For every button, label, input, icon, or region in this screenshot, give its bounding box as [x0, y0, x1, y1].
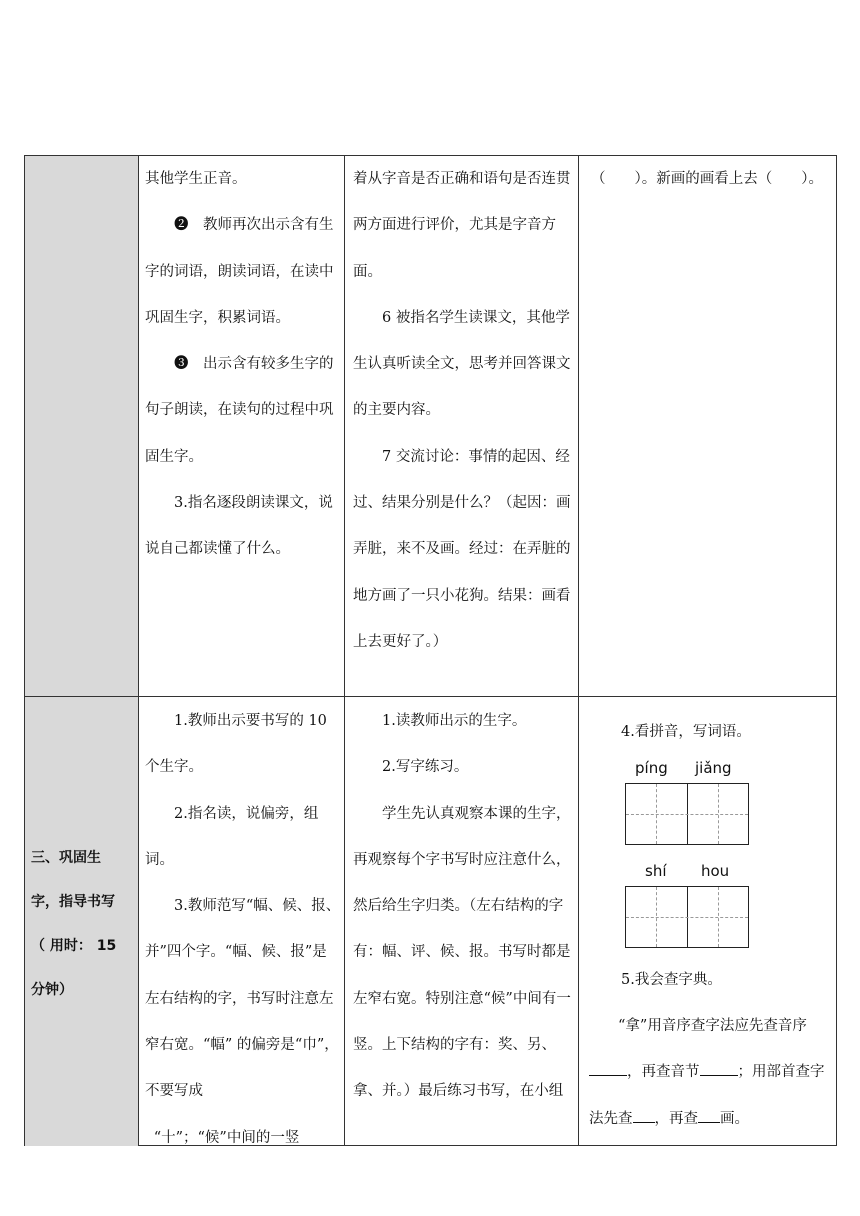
pinyin: hou	[701, 862, 730, 880]
row1-teacher-cell	[145, 156, 341, 573]
q5-text: ，再查	[654, 1110, 698, 1127]
label-line: 三、巩固生	[31, 850, 101, 866]
text-line: 3.指名逐段朗读课文，说说自己都读懂了什么。	[145, 495, 333, 558]
pinyin: jiǎng	[695, 759, 732, 777]
lesson-table	[24, 155, 837, 1146]
stage-label	[31, 836, 141, 1012]
row1-label-cell	[25, 156, 138, 696]
text-line: 6 被指名学生读课文，其他学生认真听读全文，思考并回答课文的主要内容。	[353, 309, 571, 419]
row2-teacher-cell	[145, 698, 341, 1161]
text-line: 着从字音是否正确和语句是否连贯两方面进行评价，尤其是字音方面。	[353, 171, 571, 280]
text-line: 2.指名读，说偏旁，组词。	[145, 805, 319, 868]
q5-text: “拿”用音序查字法应先查音序	[618, 1018, 807, 1034]
q5-text: 画。	[720, 1110, 749, 1127]
pinyin: shí	[645, 862, 667, 880]
answer-blank[interactable]	[589, 1061, 627, 1077]
text-line: 3.教师范写“幅、候、报、并”四个字。“幅、候、报”是左右结构的字，书写时注意左窄右宽。“幅” 的偏旁是“巾”，不要写成	[145, 898, 341, 1100]
q4-label: 4.看拼音，写词语。	[621, 724, 751, 740]
row1-exercise-cell	[591, 156, 835, 202]
q5-text: ；用部首查字法先查	[589, 1064, 825, 1127]
text-line: 1.教师出示要书写的 10 个生字。	[145, 713, 327, 776]
q5-label: 5.我会查字典。	[621, 972, 722, 988]
row2-exercise-cell	[579, 697, 837, 1146]
answer-blank[interactable]	[700, 1061, 738, 1077]
text-line: 2.写字练习。	[382, 759, 469, 776]
pinyin: píng	[635, 759, 668, 777]
row2-student-cell	[353, 698, 573, 1115]
text-line: “十”；“候”中间的一竖	[153, 1129, 300, 1146]
answer-blank[interactable]	[698, 1107, 720, 1123]
divider	[344, 156, 345, 1145]
text-line: 学生先认真观察本课的生字，再观察每个字书写时应注意什么，然后给生字归类。（左右结构的字有：幅、评、候、报。书写时都是左窄右宽。特别注意“候”中间有一竖。上下结构的字有：奖、另、拿、并。）最后练习书写，在小组	[353, 805, 571, 1100]
writing-grid[interactable]	[625, 783, 749, 845]
text-line: ❸ 出示含有较多生字的句子朗读，在读句的过程中巩固生字。	[145, 356, 334, 465]
writing-grid[interactable]	[625, 886, 749, 948]
answer-blank[interactable]	[633, 1107, 655, 1123]
label-line: 分钟）	[31, 982, 73, 998]
text-line: 其他学生正音。	[145, 171, 247, 187]
text-line: （ ）。新画的画看上去（ ）。	[591, 171, 823, 187]
label-line: （ 用时： 15	[31, 938, 117, 954]
row1-student-cell	[353, 156, 573, 665]
q5-text: ，再查音节	[627, 1064, 700, 1081]
label-line: 字，指导书写	[31, 894, 115, 910]
text-line: 7 交流讨论：事情的起因、经过、结果分别是什么？（起因：画弄脏，来不及画。经过：在弄脏的地方画了一只小花狗。结果：画看上去更好了。）	[353, 448, 571, 650]
text-line: 1.读教师出示的生字。	[382, 713, 527, 729]
q5-body	[589, 1003, 833, 1142]
text-line: ❷ 教师再次出示含有生字的词语，朗读词语，在读中巩固生字，积累词语。	[145, 217, 334, 326]
